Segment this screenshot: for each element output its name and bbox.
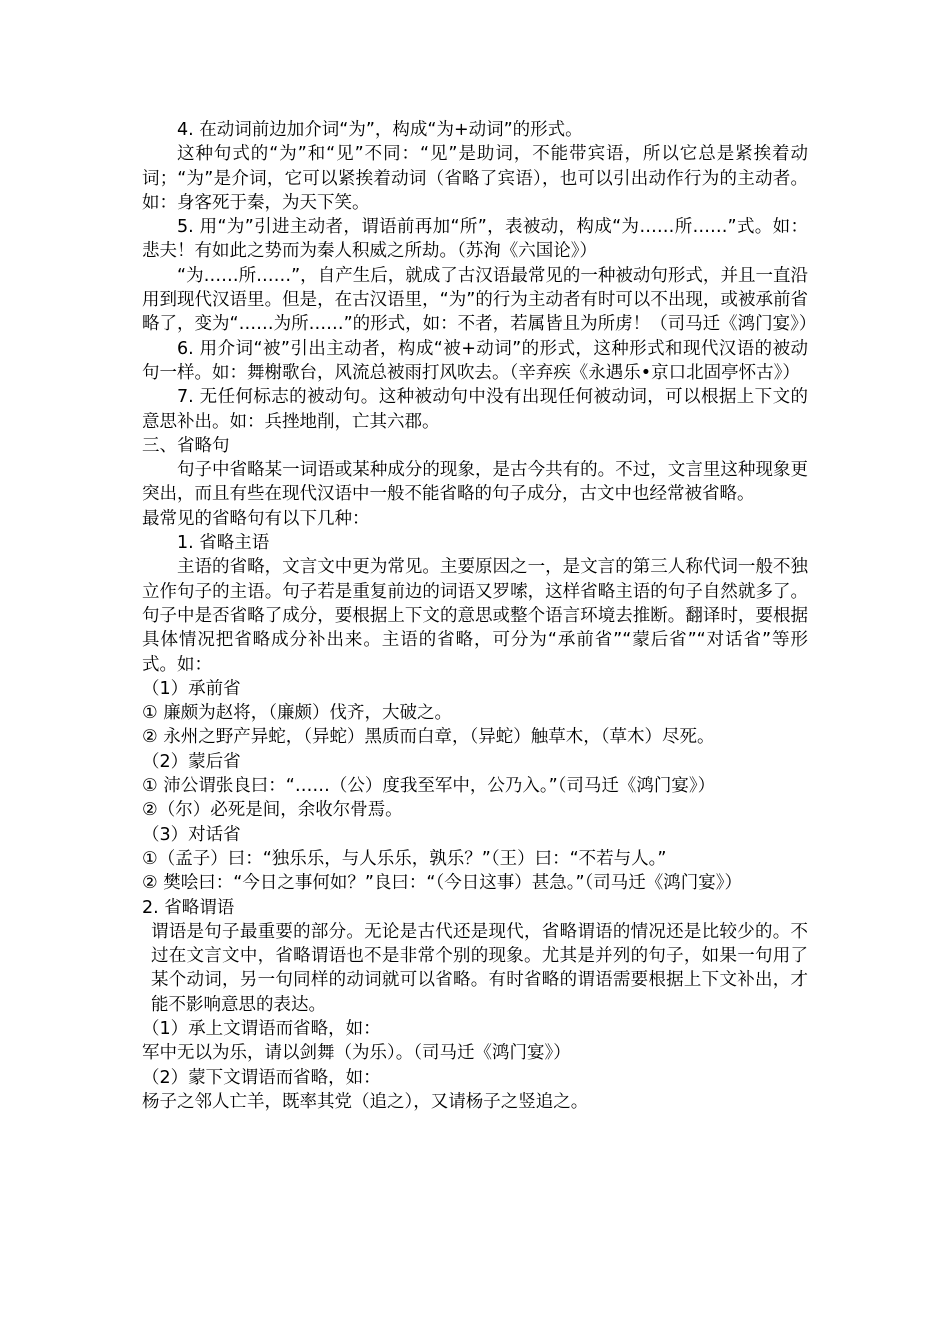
paragraph: 6. 用介词“被”引出主动者，构成“被+动词”的形式，这种形式和现代汉语的被动句一样。如：舞榭歌台，风流总被雨打风吹去。（辛弃疾《永遇乐•京口北固亭怀古》） <box>142 338 808 383</box>
list-heading: （3）对话省 <box>142 824 241 845</box>
section-heading: 三、省略句 <box>142 435 230 456</box>
paragraph: 最常见的省略句有以下几种： <box>142 508 370 529</box>
example-line: ②（尔）必死是间，余收尔骨焉。 <box>142 800 403 821</box>
example-line: ② 永州之野产异蛇，（异蛇）黑质而白章，（异蛇）触草木，（草木）尽死。 <box>142 727 715 748</box>
list-heading: （1）承前省 <box>142 678 241 699</box>
example-line: 杨子之邻人亡羊，既率其党（追之），又请杨子之竖追之。 <box>142 1091 589 1112</box>
paragraph: 这种句式的“为”和“见”不同：“见”是助词，不能带宾语，所以它总是紧挨着动词；“为”是介词，它可以紧挨着动词（省略了宾语），也可以引出动作行为的主动者。如：身客死于秦，为天下笑。 <box>142 144 808 213</box>
list-heading: （2）蒙后省 <box>142 751 241 772</box>
paragraph: “为……所……”，自产生后，就成了古汉语最常见的一种被动句形式，并且一直沿用到现代汉语里。但是，在古汉语里，“为”的行为主动者有时可以不出现，或被承前省略了，变为“……为所……”的形式，如：不者，若属皆且为所虏！（司马迁《鸿门宴》） <box>142 265 817 335</box>
example-line: ① 沛公谓张良曰：“……（公）度我至军中，公乃入。”（司马迁《鸿门宴》） <box>142 776 716 797</box>
list-heading: （1）承上文谓语而省略，如： <box>142 1018 381 1039</box>
list-heading: （2）蒙下文谓语而省略，如： <box>142 1067 381 1088</box>
paragraph: 句子中省略某一词语或某种成分的现象，是古今共有的。不过，文言里这种现象更突出，而且有些在现代汉语中一般不能省略的句子成分，古文中也经常被省略。 <box>142 460 808 505</box>
example-line: ①（孟子）曰：“独乐乐，与人乐乐，孰乐？”（王）曰：“不若与人。” <box>142 848 667 869</box>
example-line: ② 樊哙曰：“今日之事何如？”良曰：“（今日这事）甚急。”（司马迁《鸿门宴》） <box>142 873 743 894</box>
example-line: ① 廉颇为赵将，（廉颇）伐齐，大破之。 <box>142 703 452 724</box>
paragraph: 4. 在动词前边加介词“为”，构成“为+动词”的形式。 <box>177 120 583 140</box>
paragraph: 谓语是句子最重要的部分。无论是古代还是现代，省略谓语的情况还是比较少的。不过在文言文中，省略谓语也不是非常个别的现象。尤其是并列的句子，如果一句用了某个动词，另一句同样的动词就可以省略。有时省略的谓语需要根据上下文补出，才能不影响意思的表达。 <box>151 921 808 1015</box>
document-body <box>142 118 817 1114</box>
paragraph: 5. 用“为”引进主动者，谓语前再加“所”，表被动，构成“为……所……”式。如：悲夫！有如此之势而为秦人积威之所劫。（苏洵《六国论》） <box>142 217 808 262</box>
paragraph: 主语的省略，文言文中更为常见。主要原因之一，是文言的第三人称代词一般不独立作句子的主语。句子若是重复前边的词语又罗嗦，这样省略主语的句子自然就多了。句子中是否省略了成分，要根据上下文的意思或整个语言环境去推断。翻译时，要根据具体情况把省略成分补出来。主语的省略，可分为“承前省”“蒙后省”“对话省”等形式。如： <box>142 557 808 675</box>
subsection-heading: 1. 省略主语 <box>177 533 270 554</box>
paragraph: 7. 无任何标志的被动句。这种被动句中没有出现任何被动词，可以根据上下文的意思补出。如：兵挫地削，亡其六郡。 <box>142 387 808 432</box>
example-line: 军中无以为乐，请以剑舞（为乐）。（司马迁《鸿门宴》） <box>142 1043 571 1064</box>
subsection-heading: 2. 省略谓语 <box>142 897 235 918</box>
